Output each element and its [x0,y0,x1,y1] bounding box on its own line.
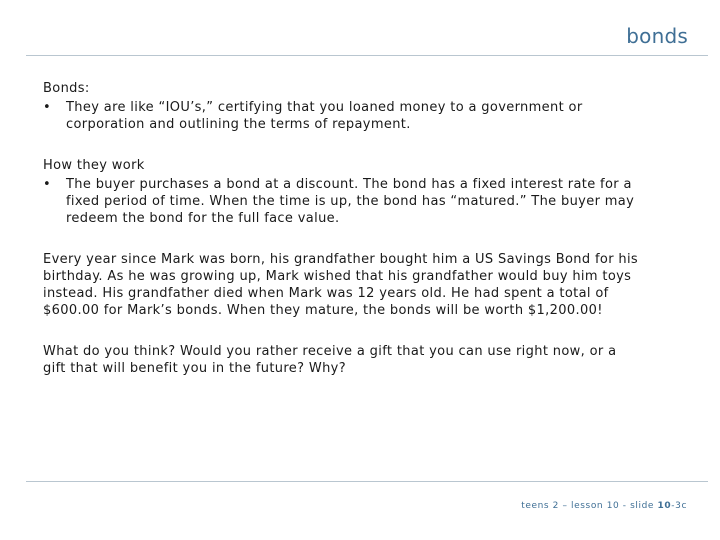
section-heading-bonds: Bonds: [43,81,90,96]
footer-prefix: teens 2 – lesson 10 - slide [521,501,658,511]
bullet-item-bonds [43,99,643,133]
story-paragraph: Every year since Mark was born, his grandfather bought him a US Savings Bond for his birthday. As he was growing up, Mark wished that his grandfather would buy him toys instead. His grandfather died when Mark was 12 years old. He had spent a total of $600.00 for Mark’s bonds. When they mature, the bonds will be worth $1,200.00! [43,252,639,318]
slide-content [43,80,643,377]
slide-footer [521,501,687,511]
question-paragraph: What do you think? Would you rather receive a gift that you can use right now, or a gift that will benefit you in the future? Why? [43,344,617,376]
bottom-divider [26,481,708,482]
bullet-marker: • [43,100,52,115]
section-heading-how-they-work: How they work [43,158,145,173]
top-divider [26,55,708,56]
bullet-item-how-they-work [43,176,643,227]
bullet-text-how-they-work: The buyer purchases a bond at a discount. The bond has a fixed interest rate for a fixed period of time. When the time is up, the bond has “matured.” The buyer may redeem the bond for the full face value. [66,177,635,226]
footer-slide-number: 10 [657,501,672,511]
bullet-marker: • [43,177,52,192]
footer-suffix: -3c [671,501,687,511]
bullet-text-bonds: They are like “IOU’s,” certifying that you loaned money to a government or corporation and outlining the terms of repayment. [66,100,583,132]
slide-title: bonds [626,24,688,48]
